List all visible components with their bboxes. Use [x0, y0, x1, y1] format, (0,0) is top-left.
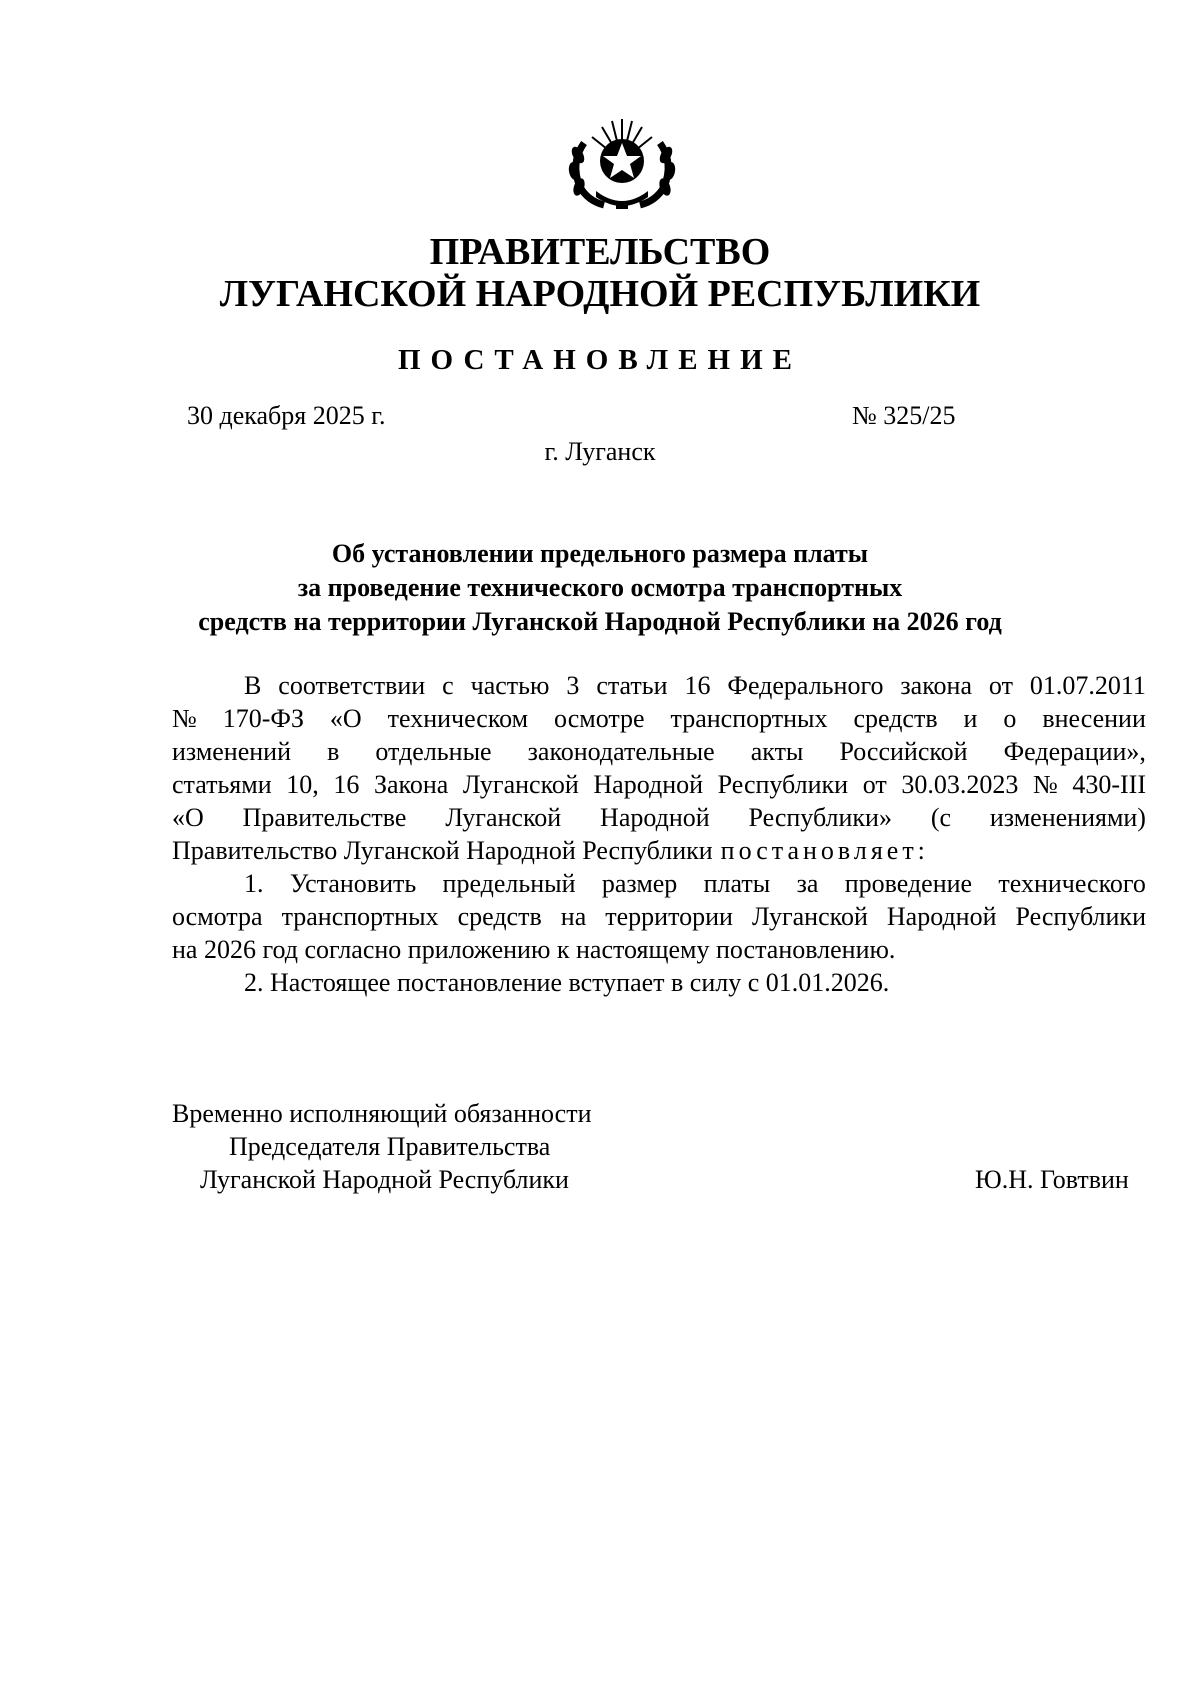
word: законодательные: [527, 737, 715, 766]
word: Луганской: [462, 770, 579, 799]
word: В: [244, 671, 262, 700]
word: частью: [470, 671, 550, 700]
body-line: [172, 900, 1146, 933]
word: 16: [333, 770, 360, 799]
signatory-position-line2: Председателя Правительства: [229, 1132, 551, 1161]
document-subject: [0, 537, 1200, 639]
word: закона: [900, 671, 972, 700]
word: техническом: [387, 704, 529, 733]
word: Луганской: [445, 803, 562, 832]
word: статьями: [172, 770, 272, 799]
body-line: на 2026 год согласно приложению к настоящему постановлению.: [172, 935, 896, 964]
word: от: [862, 770, 887, 799]
word: 1.: [244, 869, 264, 898]
word: технического: [998, 869, 1146, 898]
word: Республики: [717, 770, 849, 799]
org-title-line1: ПРАВИТЕЛЬСТВО: [429, 231, 771, 273]
word: транспортных: [281, 902, 439, 931]
word: отдельные: [375, 737, 492, 766]
word: «О: [172, 803, 204, 832]
word: территории: [605, 902, 733, 931]
subject-line: средств на территории Луганской Народной Республики на 2026 год: [198, 607, 1002, 636]
preamble-paragraph: [172, 669, 1146, 867]
word: Республики: [1015, 902, 1146, 931]
word: Народной: [593, 770, 704, 799]
word: размер: [601, 869, 678, 898]
document-type: ПОСТАНОВЛЕНИЕ: [397, 344, 802, 376]
word: осмотре: [554, 704, 645, 733]
word: Российской: [839, 737, 968, 766]
word: транспортных: [670, 704, 828, 733]
word: Народной: [886, 902, 997, 931]
item-1-paragraph: [172, 867, 1146, 966]
word: Установить: [289, 869, 417, 898]
word: средств: [853, 704, 938, 733]
word: 3: [566, 671, 580, 700]
word: с: [442, 671, 454, 700]
word: Республики»: [748, 803, 892, 832]
word: предельный: [442, 869, 576, 898]
word: внесении: [1042, 704, 1146, 733]
body-line: [172, 702, 1146, 735]
body-text: Правительство Луганской Народной Республики: [172, 836, 713, 865]
body-line: [172, 867, 1146, 900]
coat-of-arms-icon: [562, 113, 682, 213]
word: платы: [703, 869, 771, 898]
word: Федерального: [727, 671, 884, 700]
word: Народной: [600, 803, 710, 832]
body-line: [172, 801, 1146, 834]
word: и: [963, 704, 978, 733]
word: статьи: [596, 671, 668, 700]
decree-word: постановляет:: [720, 836, 929, 865]
signatory-position-line3: Луганской Народной Республики: [200, 1165, 569, 1194]
word: изменений: [172, 737, 292, 766]
word: в: [327, 737, 340, 766]
word: 170-ФЗ: [222, 704, 304, 733]
word: соответствии: [278, 671, 426, 700]
word: от: [988, 671, 1013, 700]
body-line: [172, 768, 1146, 801]
body-line: [172, 669, 1146, 702]
document-city: г. Луганск: [544, 437, 656, 466]
word: осмотра: [172, 902, 263, 931]
word: за: [796, 869, 819, 898]
body-line: [172, 834, 1146, 867]
word: средств: [457, 902, 542, 931]
word: проведение: [844, 869, 973, 898]
body-line: 2. Настоящее постановление вступает в силу с 01.01.2026.: [244, 968, 890, 997]
subject-line: за проведение технического осмотра транспортных: [297, 573, 903, 602]
word: «О: [329, 704, 362, 733]
signatory-name: Ю.Н. Говтвин: [975, 1165, 1129, 1194]
word: о: [1003, 704, 1017, 733]
subject-line: Об установлении предельного размера платы: [331, 539, 869, 568]
word: 430-III: [1072, 770, 1146, 799]
body-line: [172, 735, 1146, 768]
item-2-paragraph: [172, 966, 1146, 999]
word: Луганской: [751, 902, 868, 931]
word: 01.07.2011: [1029, 671, 1146, 700]
word: изменениями): [989, 803, 1146, 832]
word: акты: [750, 737, 804, 766]
org-title-line2: ЛУГАНСКОЙ НАРОДНОЙ РЕСПУБЛИКИ: [219, 273, 981, 315]
word: №: [172, 704, 197, 733]
signatory-position-line1: Временно исполняющий обязанности: [172, 1099, 592, 1128]
document-number: № 325/25: [852, 401, 956, 430]
word: Закона: [373, 770, 449, 799]
word: 16: [684, 671, 711, 700]
word: 30.03.2023: [901, 770, 1019, 799]
document-date: 30 декабря 2025 г.: [187, 401, 386, 430]
word: (с: [930, 803, 952, 832]
word: Федерации»,: [1003, 737, 1146, 766]
word: 10,: [286, 770, 319, 799]
word: на: [560, 902, 587, 931]
word: №: [1032, 770, 1058, 799]
word: Правительстве: [242, 803, 407, 832]
